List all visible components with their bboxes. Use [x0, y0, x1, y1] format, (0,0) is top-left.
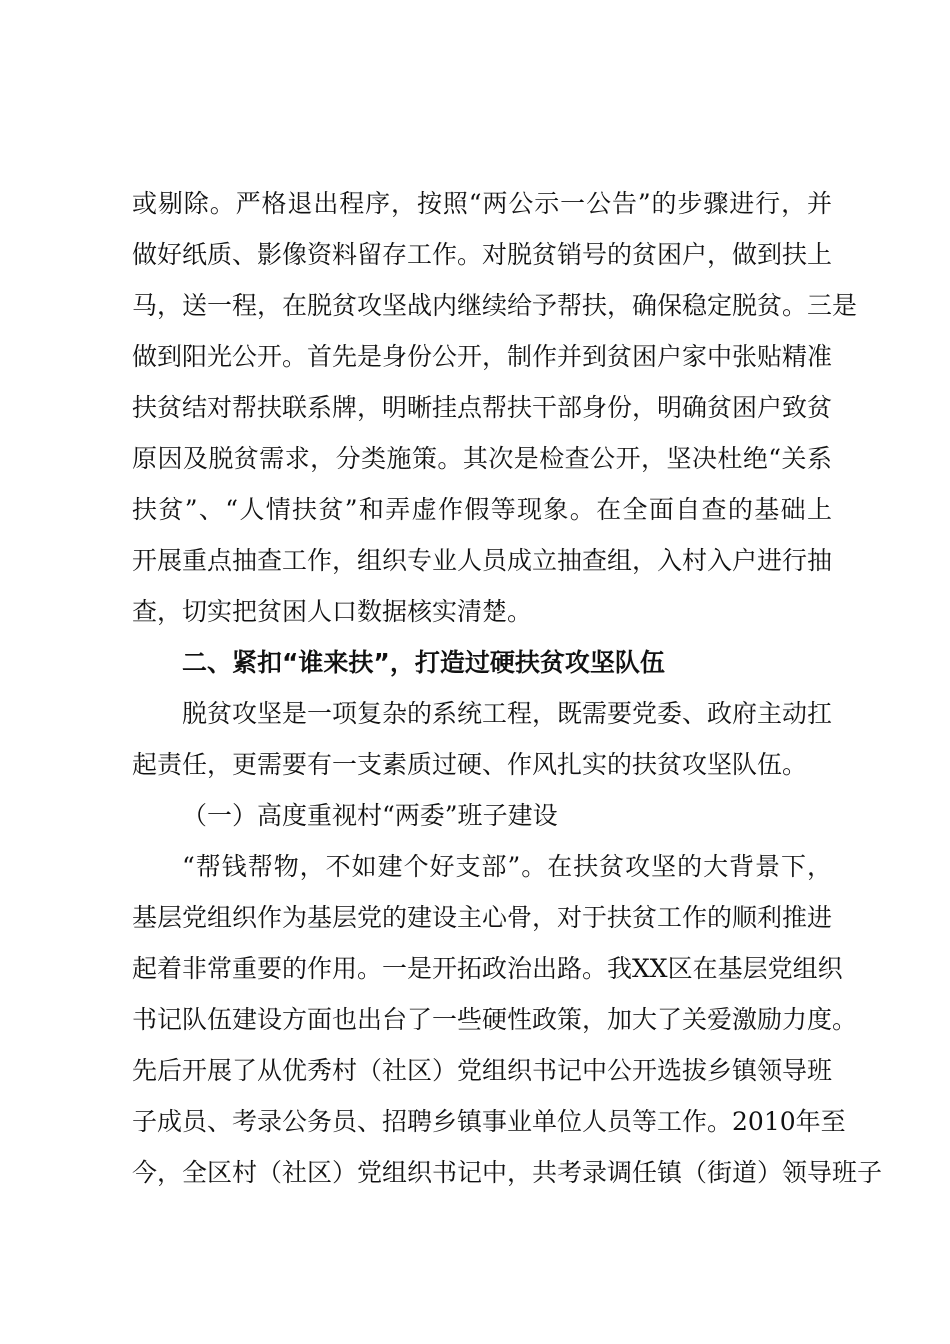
document-body [132, 178, 883, 1198]
body-line: 做到阳光公开。首先是身份公开，制作并到贫困户家中张贴精准 [132, 342, 833, 371]
body-line: 做好纸质、影像资料留存工作。对脱贫销号的贫困户，做到扶上 [132, 240, 833, 269]
body-line: 起着非常重要的作用。一是开拓政治出路。我XX区在基层党组织 [132, 954, 843, 983]
body-line: “帮钱帮物，不如建个好支部”。在扶贫攻坚的大背景下， [182, 852, 832, 881]
subsection-heading: （一）高度重视村“两委”班子建设 [182, 801, 558, 830]
body-line: 扶贫结对帮扶联系牌，明晰挂点帮扶干部身份，明确贫困户致贫 [132, 393, 833, 422]
body-line: 原因及脱贫需求，分类施策。其次是检查公开，坚决杜绝“关系 [132, 444, 832, 473]
body-line: 查，切实把贫困人口数据核实清楚。 [132, 597, 533, 626]
body-line: 书记队伍建设方面也出台了一些硬性政策，加大了关爱激励力度。 [132, 1005, 858, 1034]
body-line: 脱贫攻坚是一项复杂的系统工程，既需要党委、政府主动扛 [182, 699, 833, 728]
body-line: 起责任，更需要有一支素质过硬、作风扎实的扶贫攻坚队伍。 [132, 750, 808, 779]
body-line: 或剔除。严格退出程序，按照“两公示一公告”的步骤进行，并 [132, 189, 832, 218]
body-line: 马，送一程，在脱贫攻坚战内继续给予帮扶，确保稳定脱贫。三是 [132, 291, 858, 320]
body-line: 基层党组织作为基层党的建设主心骨，对于扶贫工作的顺利推进 [132, 903, 833, 932]
body-line: 先后开展了从优秀村（社区）党组织书记中公开选拔乡镇领导班 [132, 1056, 833, 1085]
body-line: 开展重点抽查工作，组织专业人员成立抽查组，入村入户进行抽 [132, 546, 833, 575]
body-line: 子成员、考录公务员、招聘乡镇事业单位人员等工作。2010年至 [132, 1107, 846, 1136]
body-line: 扶贫”、“人情扶贫”和弄虚作假等现象。在全面自查的基础上 [132, 495, 832, 524]
body-line: 今，全区村（社区）党组织书记中，共考录调任镇（街道）领导班子 [132, 1158, 883, 1187]
section-heading: 二、紧扣“谁来扶”，打造过硬扶贫攻坚队伍 [182, 648, 665, 677]
